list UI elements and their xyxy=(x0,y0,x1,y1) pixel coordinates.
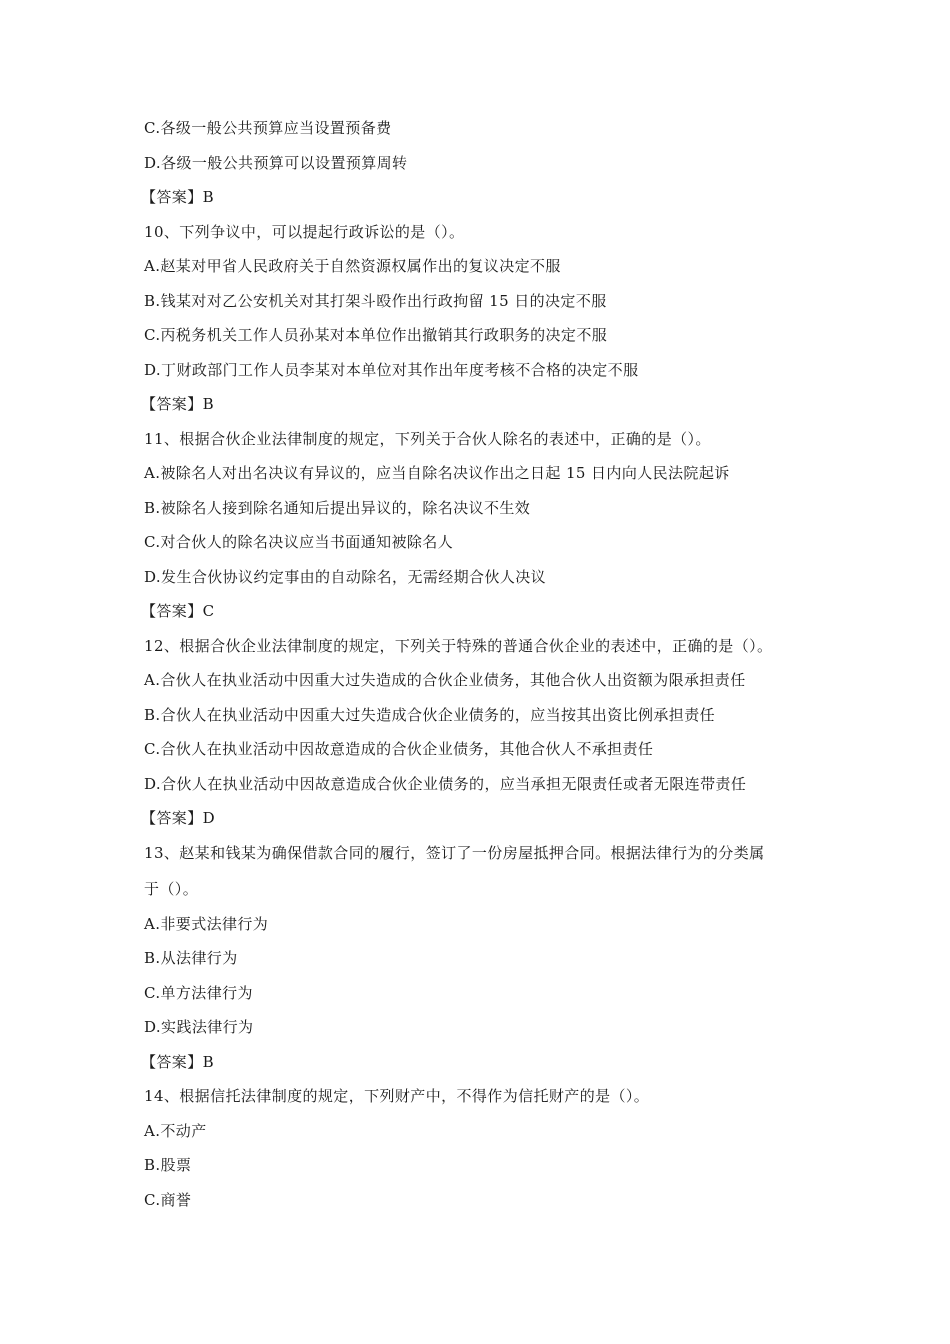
question-14: 14、根据信托法律制度的规定，下列财产中，不得作为信托财产的是（）。 xyxy=(144,1087,650,1105)
answer-q13: 【答案】B xyxy=(141,1053,215,1071)
option-b-q13: B.从法律行为 xyxy=(144,949,238,967)
question-11: 11、根据合伙企业法律制度的规定，下列关于合伙人除名的表述中，正确的是（）。 xyxy=(144,430,711,448)
question-12: 12、根据合伙企业法律制度的规定，下列关于特殊的普通合伙企业的表述中，正确的是（）。 xyxy=(144,637,773,655)
option-a-q13: A.非要式法律行为 xyxy=(144,915,269,933)
option-b-q11: B.被除名人接到除名通知后提出异议的，除名决议不生效 xyxy=(144,499,531,517)
option-a-q14: A.不动产 xyxy=(144,1122,207,1140)
option-a-q12: A.合伙人在执业活动中因重大过失造成的合伙企业债务，其他合伙人出资额为限承担责任 xyxy=(144,671,746,689)
answer-q12: 【答案】D xyxy=(141,809,216,827)
option-d-q12: D.合伙人在执业活动中因故意造成合伙企业债务的，应当承担无限责任或者无限连带责任 xyxy=(144,775,747,793)
option-c-q12: C.合伙人在执业活动中因故意造成的合伙企业债务，其他合伙人不承担责任 xyxy=(144,740,654,758)
question-13-line1: 13、赵某和钱某为确保借款合同的履行，签订了一份房屋抵押合同。根据法律行为的分类属 xyxy=(144,844,765,862)
question-10: 10、下列争议中，可以提起行政诉讼的是（）。 xyxy=(144,223,465,241)
answer-q11: 【答案】C xyxy=(141,602,215,620)
option-d-q10: D.丁财政部门工作人员李某对本单位对其作出年度考核不合格的决定不服 xyxy=(144,361,639,379)
option-a-q11: A.被除名人对出名决议有异议的，应当自除名决议作出之日起 15 日内向人民法院起诉 xyxy=(144,464,730,482)
option-d-q13: D.实践法律行为 xyxy=(144,1018,254,1036)
option-c-q11: C.对合伙人的除名决议应当书面通知被除名人 xyxy=(144,533,454,551)
option-d-q9: D.各级一般公共预算可以设置预算周转 xyxy=(144,154,408,172)
answer-q10: 【答案】B xyxy=(141,395,215,413)
option-a-q10: A.赵某对甲省人民政府关于自然资源权属作出的复议决定不服 xyxy=(144,257,561,275)
option-c-q13: C.单方法律行为 xyxy=(144,984,253,1002)
option-b-q14: B.股票 xyxy=(144,1156,192,1174)
option-c-q14: C.商誉 xyxy=(144,1191,192,1209)
option-b-q10: B.钱某对对乙公安机关对其打架斗殴作出行政拘留 15 日的决定不服 xyxy=(144,292,607,310)
answer-q9: 【答案】B xyxy=(141,188,215,206)
option-c-q9: C.各级一般公共预算应当设置预备费 xyxy=(144,119,392,137)
option-c-q10: C.丙税务机关工作人员孙某对本单位作出撤销其行政职务的决定不服 xyxy=(144,326,608,344)
option-d-q11: D.发生合伙协议约定事由的自动除名，无需经期合伙人决议 xyxy=(144,568,547,586)
option-b-q12: B.合伙人在执业活动中因重大过失造成合伙企业债务的，应当按其出资比例承担责任 xyxy=(144,706,715,724)
question-13-line2: 于（）。 xyxy=(144,880,199,898)
